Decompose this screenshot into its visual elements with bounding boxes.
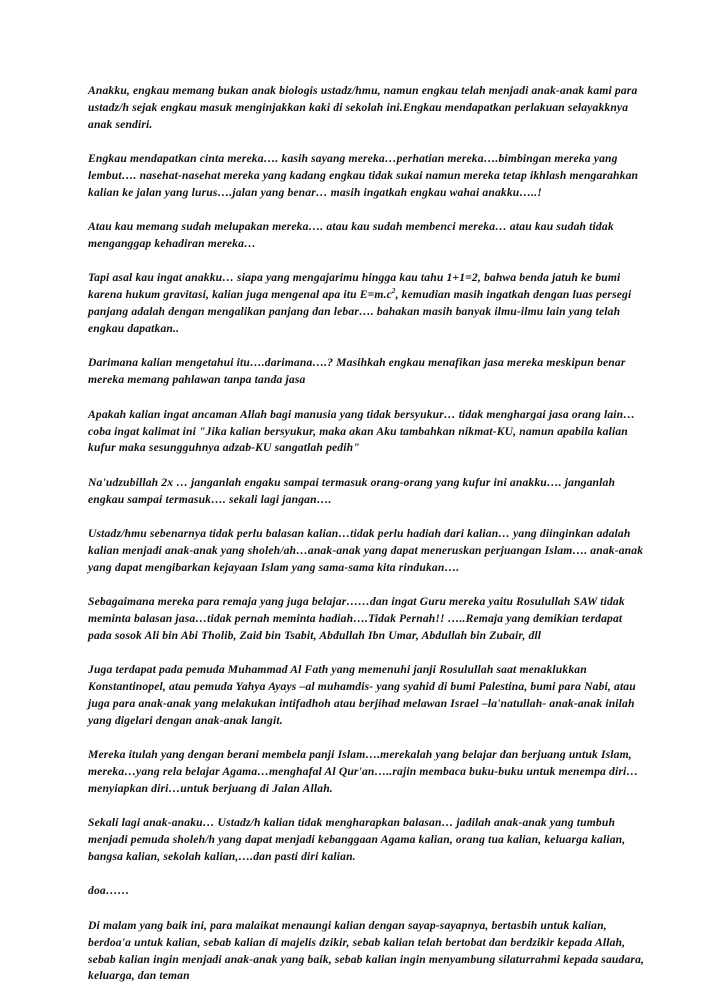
paragraph-5: Darimana kalian mengetahui itu….darimana….? Masihkah engkau menafikan jasa mereka meskipun benar mereka memang pahlawan tanpa tanda jasa — [88, 356, 626, 387]
paragraph-6: Apakah kalian ingat ancaman Allah bagi manusia yang tidak bersyukur… tidak menghargai jasa orang lain… coba ingat kalimat ini "Jika kalian bersyukur, maka akan Aku tambahkan nikmat-KU, namun apabila kalian kufur maka sesungguhnya adzab-KU sangatlah pedih" — [88, 407, 636, 455]
paragraph-4 — [88, 270, 648, 338]
paragraph-12: Sekali lagi anak-anaku… Ustadz/h kalian tidak mengharapkan balasan… jadilah anak-anak yang tumbuh menjadi pemuda sholeh/h yang dapat menjadi kebanggaan Agama kalian, orang tua kalian, keluarga kalian, bangsa kalian, sekolah kalian,….dan pasti diri kalian. — [88, 816, 626, 864]
paragraph-4-before: Tapi asal kau ingat anakku… siapa yang mengajarimu hingga kau tahu 1+1=2, bahwa benda jatuh ke bumi karena hukum gravitasi, kalian juga mengenal apa itu E=m.c — [88, 271, 621, 302]
paragraph-13-doa: doa…… — [88, 884, 130, 898]
paragraph-14: Di malam yang baik ini, para malaikat menaungi kalian dengan sayap-sayapnya, bertasbih untuk kalian, berdoa'a untuk kalian, sebab kalian di majelis dzikir, sebab kalian telah bertobat dan berdzikir kepada Allah, sebab kalian ingin menjadi anak-anak yang baik, sebab kalian ingin menyambung silaturrahmi kepada saudara, keluarga, dan teman — [88, 918, 645, 983]
paragraph-11: Mereka itulah yang dengan berani membela panji Islam….merekalah yang belajar dan berjuang untuk Islam, mereka…yang rela belajar Agama…menghafal Al Qur'an…..rajin membaca buku-buku untuk menempa diri…menyiapkan diri…untuk berjuang di Jalan Allah. — [88, 748, 639, 795]
paragraph-2: Engkau mendapatkan cinta mereka…. kasih sayang mereka…perhatian mereka….bimbingan mereka yang lembut…. nasehat-nasehat mereka yang kadang engkau tidak sukai namun mereka tetap ikhlash mengarahkan kalian ke jalan yang lurus….jalan yang benar… masih ingatkah engkau wahai anakku…..! — [88, 152, 639, 199]
paragraph-10: Juga terdapat pada pemuda Muhammad Al Fath yang memenuhi janji Rosulullah saat menaklukkan Konstantinopel, atau pemuda Yahya Ayays –al muhamdis- yang syahid di bumi Palestina, bumi para Nabi, atau juga para anak-anak yang melakukan intifadhoh atau berjihad melawan Israel –la'natullah- anak-anak inilah yang digelari dengan anak-anak langit. — [88, 663, 636, 727]
paragraph-1: Anakku, engkau memang bukan anak biologis ustadz/hmu, namun engkau telah menjadi anak-anak kami para ustadz/h sejak engkau masuk menginjakkan kaki di sekolah ini.Engkau mendapatkan perlakuan selayakknya anak sendiri. — [88, 84, 638, 131]
paragraph-7: Na'udzubillah 2x … janganlah engaku sampai termasuk orang-orang yang kufur ini anakku…. janganlah engkau sampai termasuk…. sekali lagi jangan…. — [88, 475, 616, 506]
paragraph-8: Ustadz/hmu sebenarnya tidak perlu balasan kalian…tidak perlu hadiah dari kalian… yang diinginkan adalah kalian menjadi anak-anak yang sholeh/ah…anak-anak yang dapat meneruskan perjuangan Islam…. anak-anak yang dapat mengibarkan kejayaan Islam yang sama-sama kita rindukan…. — [88, 526, 644, 574]
superscript-2: 2 — [391, 287, 396, 296]
paragraph-9: Sebagaimana mereka para remaja yang juga belajar……dan ingat Guru mereka yaitu Rosulullah SAW tidak meminta balasan jasa…tidak pernah meminta hadiah….Tidak Pernah!! …..Remaja yang demikian terdapat pada sosok Ali bin Abi Tholib, Zaid bin Tsabit, Abdullah Ibn Umar, Abdullah bin Zubair, dll — [88, 595, 625, 642]
paragraph-4-after: , kemudian masih ingatkah dengan luas persegi panjang adalah dengan mengalikan panjang dan lebar…. bahakan masih banyak ilmu-ilmu lain yang telah engkau dapatkan.. — [88, 288, 632, 336]
paragraph-3: Atau kau memang sudah melupakan mereka…. atau kau sudah membenci mereka… atau kau sudah tidak menganggap kehadiran mereka… — [88, 220, 614, 251]
document-body — [88, 83, 648, 1003]
